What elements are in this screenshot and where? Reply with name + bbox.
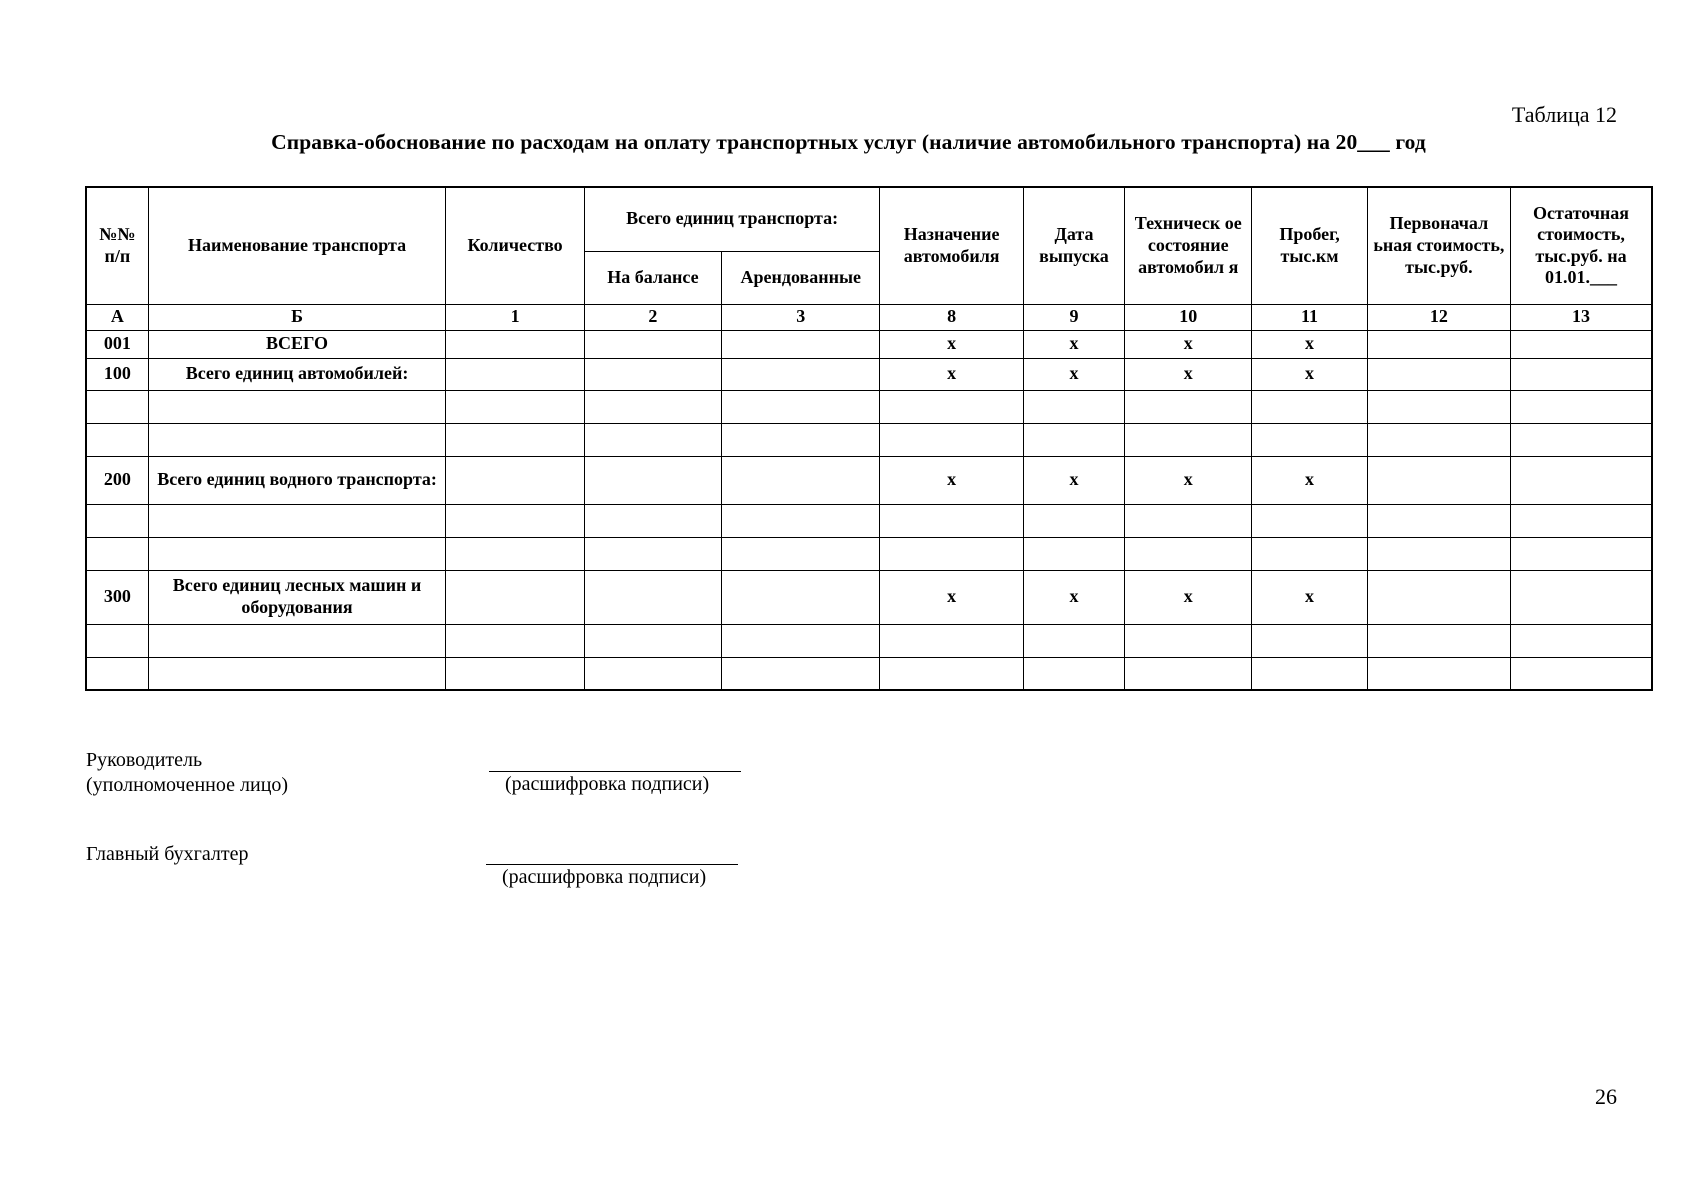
- table-row: [86, 330, 1652, 358]
- x-mark: х: [1125, 570, 1252, 624]
- head-label-line1: Руководитель: [86, 749, 203, 771]
- x-mark: х: [1252, 358, 1367, 390]
- col-header-on-balance: На балансе: [584, 251, 721, 304]
- col-header-qty: Количество: [446, 187, 584, 304]
- index-cell: 3: [722, 304, 880, 330]
- index-cell: 12: [1367, 304, 1510, 330]
- head-label-line2: (уполномоченное лицо): [86, 774, 289, 796]
- x-mark: х: [1125, 330, 1252, 358]
- col-header-mileage: Пробег, тыс.км: [1252, 187, 1367, 304]
- table-cell: [722, 570, 880, 624]
- table-cell: [722, 330, 880, 358]
- index-cell: 2: [584, 304, 721, 330]
- x-mark: х: [1023, 358, 1124, 390]
- x-mark: х: [1023, 570, 1124, 624]
- x-mark: х: [1252, 570, 1367, 624]
- x-mark: х: [1125, 358, 1252, 390]
- transport-table: [85, 186, 1653, 691]
- table-cell: [584, 570, 721, 624]
- x-mark: х: [880, 358, 1023, 390]
- table-cell: [446, 456, 584, 504]
- x-mark: х: [1023, 456, 1124, 504]
- x-mark: х: [880, 330, 1023, 358]
- table-cell: [1511, 330, 1652, 358]
- table-cell: [722, 456, 880, 504]
- accountant-signature-caption: (расшифровка подписи): [502, 866, 707, 888]
- col-header-rented: Арендованные: [722, 251, 880, 304]
- col-header-tech-state: Техническ ое состояние автомобил я: [1125, 187, 1252, 304]
- table-cell: [1367, 330, 1510, 358]
- col-header-total-units: Всего единиц транспорта:: [584, 187, 880, 251]
- col-header-num: №№ п/п: [86, 187, 148, 304]
- table-number: Таблица 12: [1511, 102, 1617, 127]
- table-row: [86, 504, 1652, 537]
- table-row: [86, 423, 1652, 456]
- table-cell: [584, 358, 721, 390]
- x-mark: х: [1252, 330, 1367, 358]
- table-cell: [1511, 456, 1652, 504]
- head-signature-line: [489, 771, 741, 772]
- row-code: 300: [86, 570, 148, 624]
- table-row: [86, 570, 1652, 624]
- row-name: ВСЕГО: [148, 330, 446, 358]
- table-cell: [446, 330, 584, 358]
- table-cell: [584, 456, 721, 504]
- table-row: [86, 358, 1652, 390]
- index-cell: 1: [446, 304, 584, 330]
- table-cell: [1367, 570, 1510, 624]
- row-code: 001: [86, 330, 148, 358]
- table-row: [86, 624, 1652, 657]
- index-row: [86, 304, 1652, 330]
- accountant-signature-label: Главный бухгалтер: [86, 843, 249, 865]
- accountant-signature-line: [486, 864, 738, 865]
- table-cell: [1511, 358, 1652, 390]
- head-signature-caption: (расшифровка подписи): [505, 773, 710, 795]
- row-code: 200: [86, 456, 148, 504]
- row-name: Всего единиц лесных машин и оборудования: [148, 570, 446, 624]
- table-row: [86, 456, 1652, 504]
- table-row: [86, 657, 1652, 690]
- x-mark: х: [880, 570, 1023, 624]
- table-row: [86, 537, 1652, 570]
- index-cell: 8: [880, 304, 1023, 330]
- table-cell: [1367, 358, 1510, 390]
- row-name: Всего единиц водного транспорта:: [148, 456, 446, 504]
- col-header-purpose: Назначение автомобиля: [880, 187, 1023, 304]
- table-cell: [446, 570, 584, 624]
- document-title: Справка-обоснование по расходам на оплату транспортных услуг (наличие автомобильного транспорта) на 20___ год: [271, 130, 1426, 154]
- table-cell: [722, 358, 880, 390]
- index-cell: 13: [1511, 304, 1652, 330]
- x-mark: х: [880, 456, 1023, 504]
- x-mark: х: [1125, 456, 1252, 504]
- col-header-release-date: Дата выпуска: [1023, 187, 1124, 304]
- row-code: 100: [86, 358, 148, 390]
- index-cell: 9: [1023, 304, 1124, 330]
- index-cell: А: [86, 304, 148, 330]
- page-number: 26: [1595, 1084, 1617, 1109]
- row-name: Всего единиц автомобилей:: [148, 358, 446, 390]
- table-cell: [446, 358, 584, 390]
- table-cell: [1367, 456, 1510, 504]
- head-signature-label: [86, 748, 288, 798]
- x-mark: х: [1023, 330, 1124, 358]
- col-header-name: Наименование транспорта: [148, 187, 446, 304]
- col-header-initial-cost: Первоначал ьная стоимость, тыс.руб.: [1367, 187, 1510, 304]
- index-cell: 10: [1125, 304, 1252, 330]
- col-header-residual-cost: Остаточная стоимость, тыс.руб. на 01.01.___: [1511, 187, 1652, 304]
- table-cell: [584, 330, 721, 358]
- index-cell: Б: [148, 304, 446, 330]
- index-cell: 11: [1252, 304, 1367, 330]
- x-mark: х: [1252, 456, 1367, 504]
- table-row: [86, 390, 1652, 423]
- table-cell: [1511, 570, 1652, 624]
